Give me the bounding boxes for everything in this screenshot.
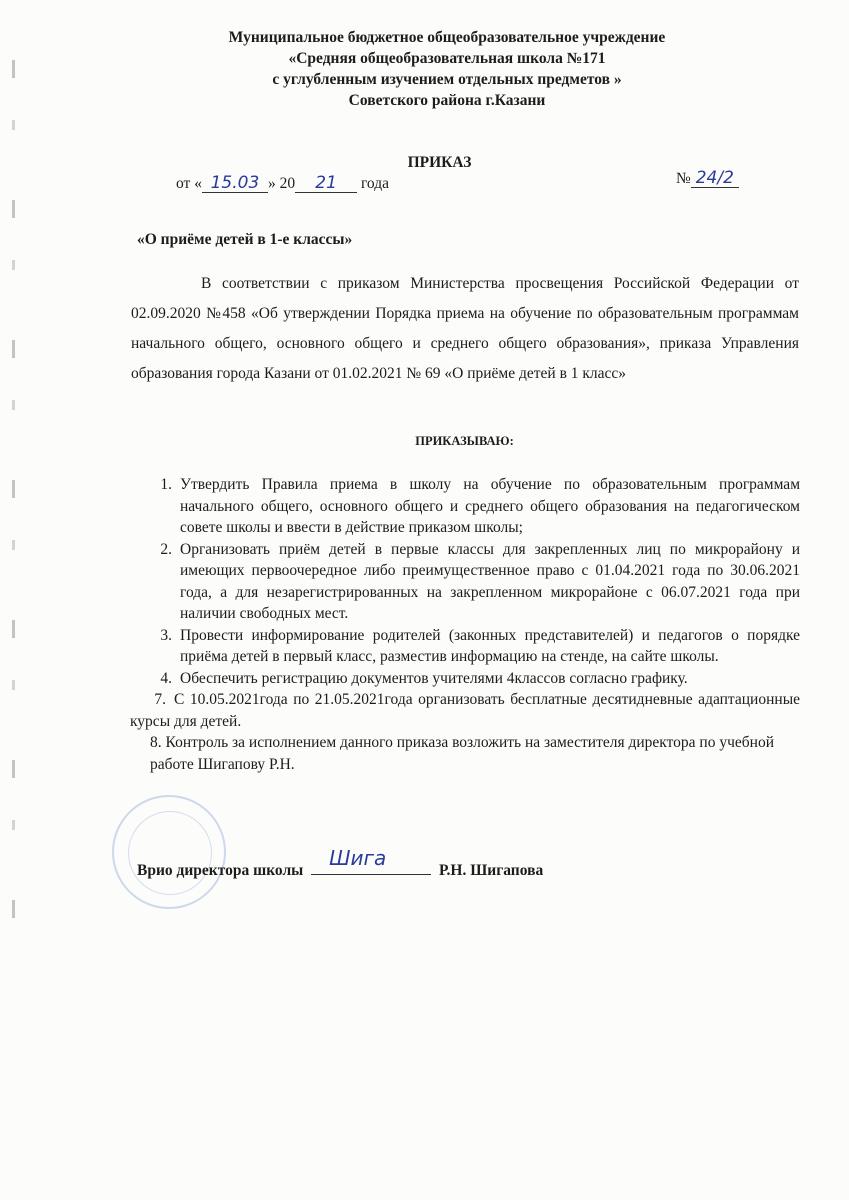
number-value: 24/2 <box>691 170 739 188</box>
order-subject: «О приёме детей в 1-е классы» <box>137 231 353 248</box>
header-line-4: Советского района г.Казани <box>348 92 546 109</box>
date-year: 21 <box>295 175 357 193</box>
header-line-1: Муниципальное бюджетное общеобразовательное учреждение <box>228 29 666 46</box>
item-text: Провести информирование родителей (законных представителей) и педагогов о порядке приёма детей в первый класс, разместив информацию на стенде, на сайте школы. <box>180 626 800 665</box>
signature-line <box>311 846 431 875</box>
signature-block <box>137 846 544 880</box>
order-title: ПРИКАЗ <box>407 154 472 171</box>
list-item <box>130 668 800 690</box>
item-text: Обеспечить регистрацию документов учителями 4классов согласно графику. <box>180 669 688 687</box>
date-day: 15.03 <box>202 175 268 193</box>
item-text: Контроль за исполнением данного приказа возложить на заместителя директора по учебной работе Шигапову Р.Н. <box>150 734 775 773</box>
item-number: 7. <box>154 691 166 708</box>
date-mid: » 20 <box>267 175 296 192</box>
header-line-3: с углубленным изучением отдельных предметов » <box>272 71 622 88</box>
school-header <box>0 27 849 111</box>
list-item <box>130 625 800 668</box>
scan-edge-artifact <box>12 60 15 960</box>
signer-name: Р.Н. Шигапова <box>439 862 544 879</box>
preamble-paragraph: В соответствии с приказом Министерства просвещения Российской Федерации от 02.09.2020 №458 «Об утверждении Порядка приема на обучение по образовательным программам начального общего, основного общего и среднего общего образования», приказа Управления образования города Казани от 01.02.2021 № 69 «О приёме детей в 1 класс» <box>131 275 799 382</box>
signer-role: Врио директора школы <box>137 862 304 879</box>
item-number: 4. <box>160 669 172 687</box>
school-stamp <box>112 795 226 909</box>
item-text: С 10.05.2021года по 21.05.2021года организовать бесплатные десятидневные адаптационные курсы для детей. <box>130 691 800 730</box>
list-item <box>130 732 800 775</box>
item-number: 8. <box>150 734 162 751</box>
number-prefix: № <box>676 170 691 187</box>
list-item <box>130 689 800 732</box>
order-number <box>676 170 739 188</box>
order-items-list <box>130 474 800 775</box>
order-word: ПРИКАЗЫВАЮ: <box>415 434 514 448</box>
stamp-inner-ring <box>128 811 212 895</box>
date-suffix: года <box>357 175 389 192</box>
date-prefix: от « <box>176 175 202 192</box>
handwritten-signature: Шига <box>329 846 387 870</box>
item-number: 1. <box>160 476 172 493</box>
list-item <box>130 539 800 625</box>
item-number: 3. <box>160 626 172 644</box>
order-date <box>176 175 389 193</box>
header-line-2: «Средняя общеобразовательная школа №171 <box>288 50 606 67</box>
list-item <box>130 474 800 539</box>
item-number: 2. <box>160 540 172 558</box>
item-text: Утвердить Правила приема в школу на обучение по образовательным программам начального общего, основного общего и среднего общего образования на педагогическом совете школы и ввести в действие приказом школы; <box>180 476 800 536</box>
item-text: Организовать приём детей в первые классы для закрепленных лиц по микрорайону и имеющих первоочередное либо преимущественное право с 01.04.2021 года по 30.06.2021 года, а для незарегистрированных на закрепленном микрорайоне с 06.07.2021 года при наличии свободных мест. <box>180 540 800 622</box>
